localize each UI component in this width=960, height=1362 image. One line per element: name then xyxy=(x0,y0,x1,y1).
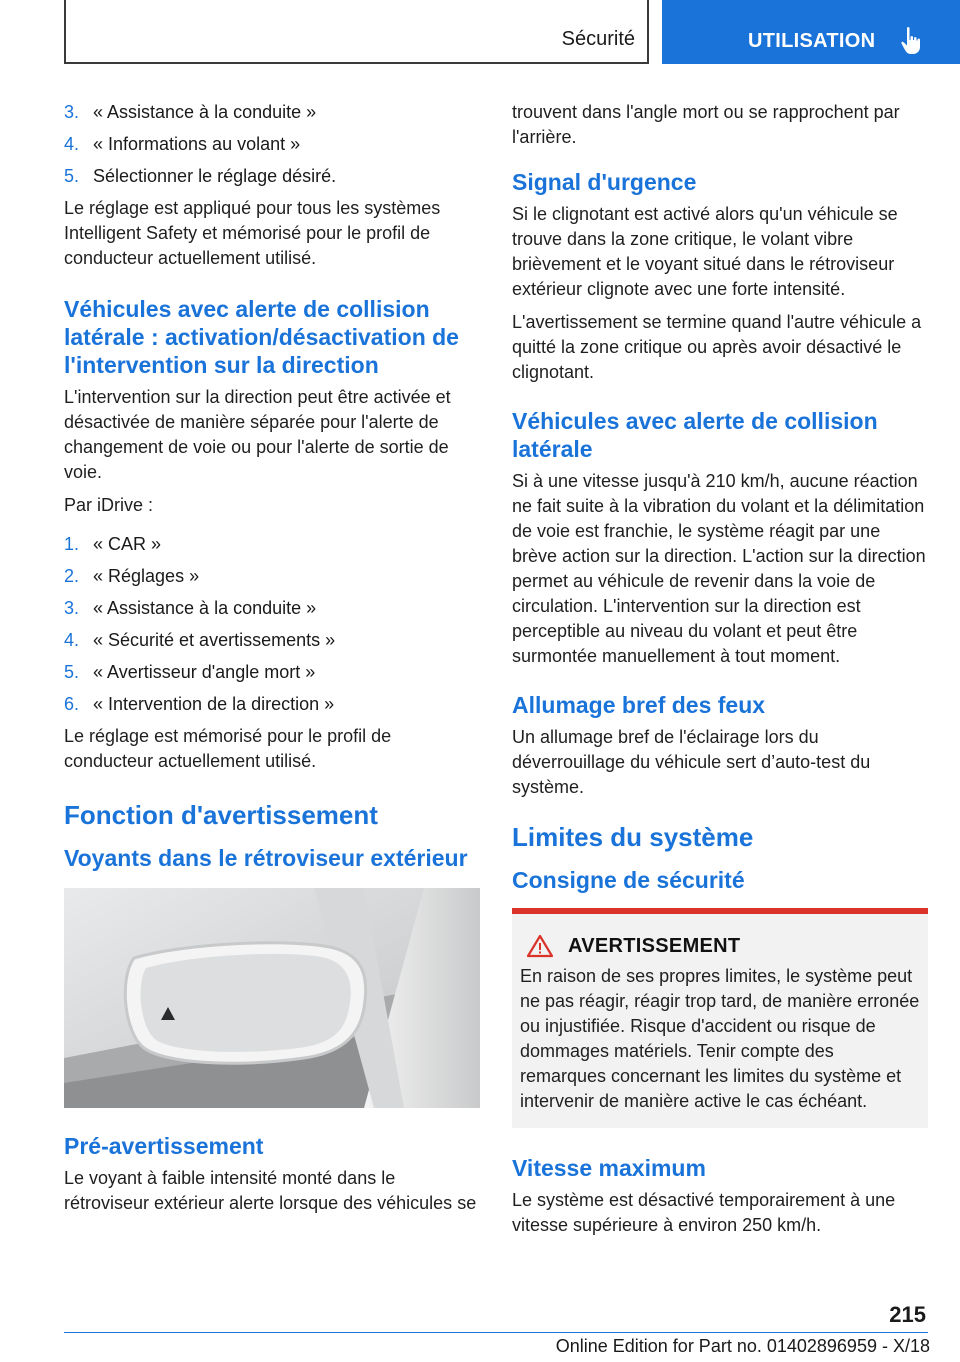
paragraph: trouvent dans l'angle mort ou se rapprochent par l'arrière. xyxy=(512,102,900,147)
warning-box xyxy=(512,908,928,1128)
paragraph: L'intervention sur la direction peut être activée et désactivée de manière séparée pour l'alerte de changement de voie ou pour l'alerte de sortie de voie. xyxy=(64,387,451,482)
steps-list-2 xyxy=(64,532,480,717)
heading-fonction-avertissement: Fonction d'avertissement xyxy=(64,800,378,830)
list-item: 6. « Intervention de la direction » xyxy=(64,694,335,714)
list-item: 4. « Informations au volant » xyxy=(64,134,301,154)
steps-list-1 xyxy=(64,100,480,189)
warning-header xyxy=(520,934,920,958)
paragraph: Le réglage est mémorisé pour le profil de conducteur actuellement utilisé. xyxy=(64,726,392,771)
list-item: 5. Sélectionner le réglage désiré. xyxy=(64,166,337,186)
side-mirror-illustration xyxy=(64,888,480,1108)
paragraph: Le système est désactivé temporairement à une vitesse supérieure à environ 250 km/h. xyxy=(512,1190,896,1235)
paragraph: Si le clignotant est activé alors qu'un véhicule se trouve dans la zone critique, le volant vibre brièvement et le voyant situé dans le rétroviseur extérieur clignote avec une forte intensité. xyxy=(512,204,898,299)
warning-title: AVERTISSEMENT xyxy=(568,934,741,957)
heading-allumage: Allumage bref des feux xyxy=(512,692,766,718)
header-chapter-tab xyxy=(662,0,960,64)
left-column xyxy=(64,100,480,1224)
page-number: 215 xyxy=(889,1302,926,1327)
paragraph: Si à une vitesse jusqu'à 210 km/h, aucune réaction ne fait suite à la vibration du volant et la délimitation de voie est franchie, le système réagit par une brève action sur la direction. L'action sur la direction permet au véhicule de revenir dans la voie de circulation. L'intervention sur la direction est perceptible au niveau du volant et peut être surmontée manuellement à tout moment. xyxy=(512,471,926,666)
list-item: 2. « Réglages » xyxy=(64,566,200,586)
header-chapter-label: UTILISATION xyxy=(748,30,876,52)
paragraph: Le voyant à faible intensité monté dans le rétroviseur extérieur alerte lorsque des véhicules se xyxy=(64,1168,477,1213)
right-column xyxy=(512,100,928,1246)
footer-divider xyxy=(64,1332,928,1333)
paragraph: Le réglage est appliqué pour tous les systèmes Intelligent Safety et mémorisé pour le profil de conducteur actuellement utilisé. xyxy=(64,198,441,268)
heading-consigne-securite: Consigne de sécurité xyxy=(512,867,745,893)
paragraph: L'avertissement se termine quand l'autre véhicule a quitté la zone critique ou après avoir désactivé le clignotant. xyxy=(512,312,922,382)
warning-triangle-icon xyxy=(526,934,554,958)
heading-limites-systeme: Limites du système xyxy=(512,822,754,852)
list-item: 3. « Assistance à la conduite » xyxy=(64,102,317,122)
footer-edition: Online Edition for Part no. 01402896959 - X/18 xyxy=(555,1336,930,1356)
heading-pre-avertissement: Pré-avertissement xyxy=(64,1133,264,1159)
heading-vehicules-collision: Véhicules avec alerte de collision latérale xyxy=(512,408,878,462)
list-item: 4. « Sécurité et avertissements » xyxy=(64,630,336,650)
header-section-box xyxy=(64,0,649,64)
heading-vitesse-maximum: Vitesse maximum xyxy=(512,1155,706,1181)
header-section-title: Sécurité xyxy=(561,28,635,50)
list-item: 3. « Assistance à la conduite » xyxy=(64,598,317,618)
paragraph: Un allumage bref de l'éclairage lors du déverrouillage du véhicule sert d’auto-test du système. xyxy=(512,727,871,797)
heading-signal-urgence: Signal d'urgence xyxy=(512,169,697,195)
warning-text: En raison de ses propres limites, le système peut ne pas réagir, réagir trop tard, de manière erronée ou injustifiée. Risque d'accident ou risque de dommages matériels. Tenir compte des remarques concernant les limites du système et intervenir de manière active le cas échéant. xyxy=(520,966,920,1111)
heading-lateral-steering: Véhicules avec alerte de collision latérale : activation/désactivation de l'intervention sur la direction xyxy=(64,296,459,378)
heading-voyants: Voyants dans le rétroviseur extérieur xyxy=(64,845,468,871)
list-item: 5. « Avertisseur d'angle mort » xyxy=(64,662,316,682)
pointing-hand-icon xyxy=(900,26,924,56)
list-item: 1. « CAR » xyxy=(64,534,162,554)
paragraph: Par iDrive : xyxy=(64,495,154,515)
